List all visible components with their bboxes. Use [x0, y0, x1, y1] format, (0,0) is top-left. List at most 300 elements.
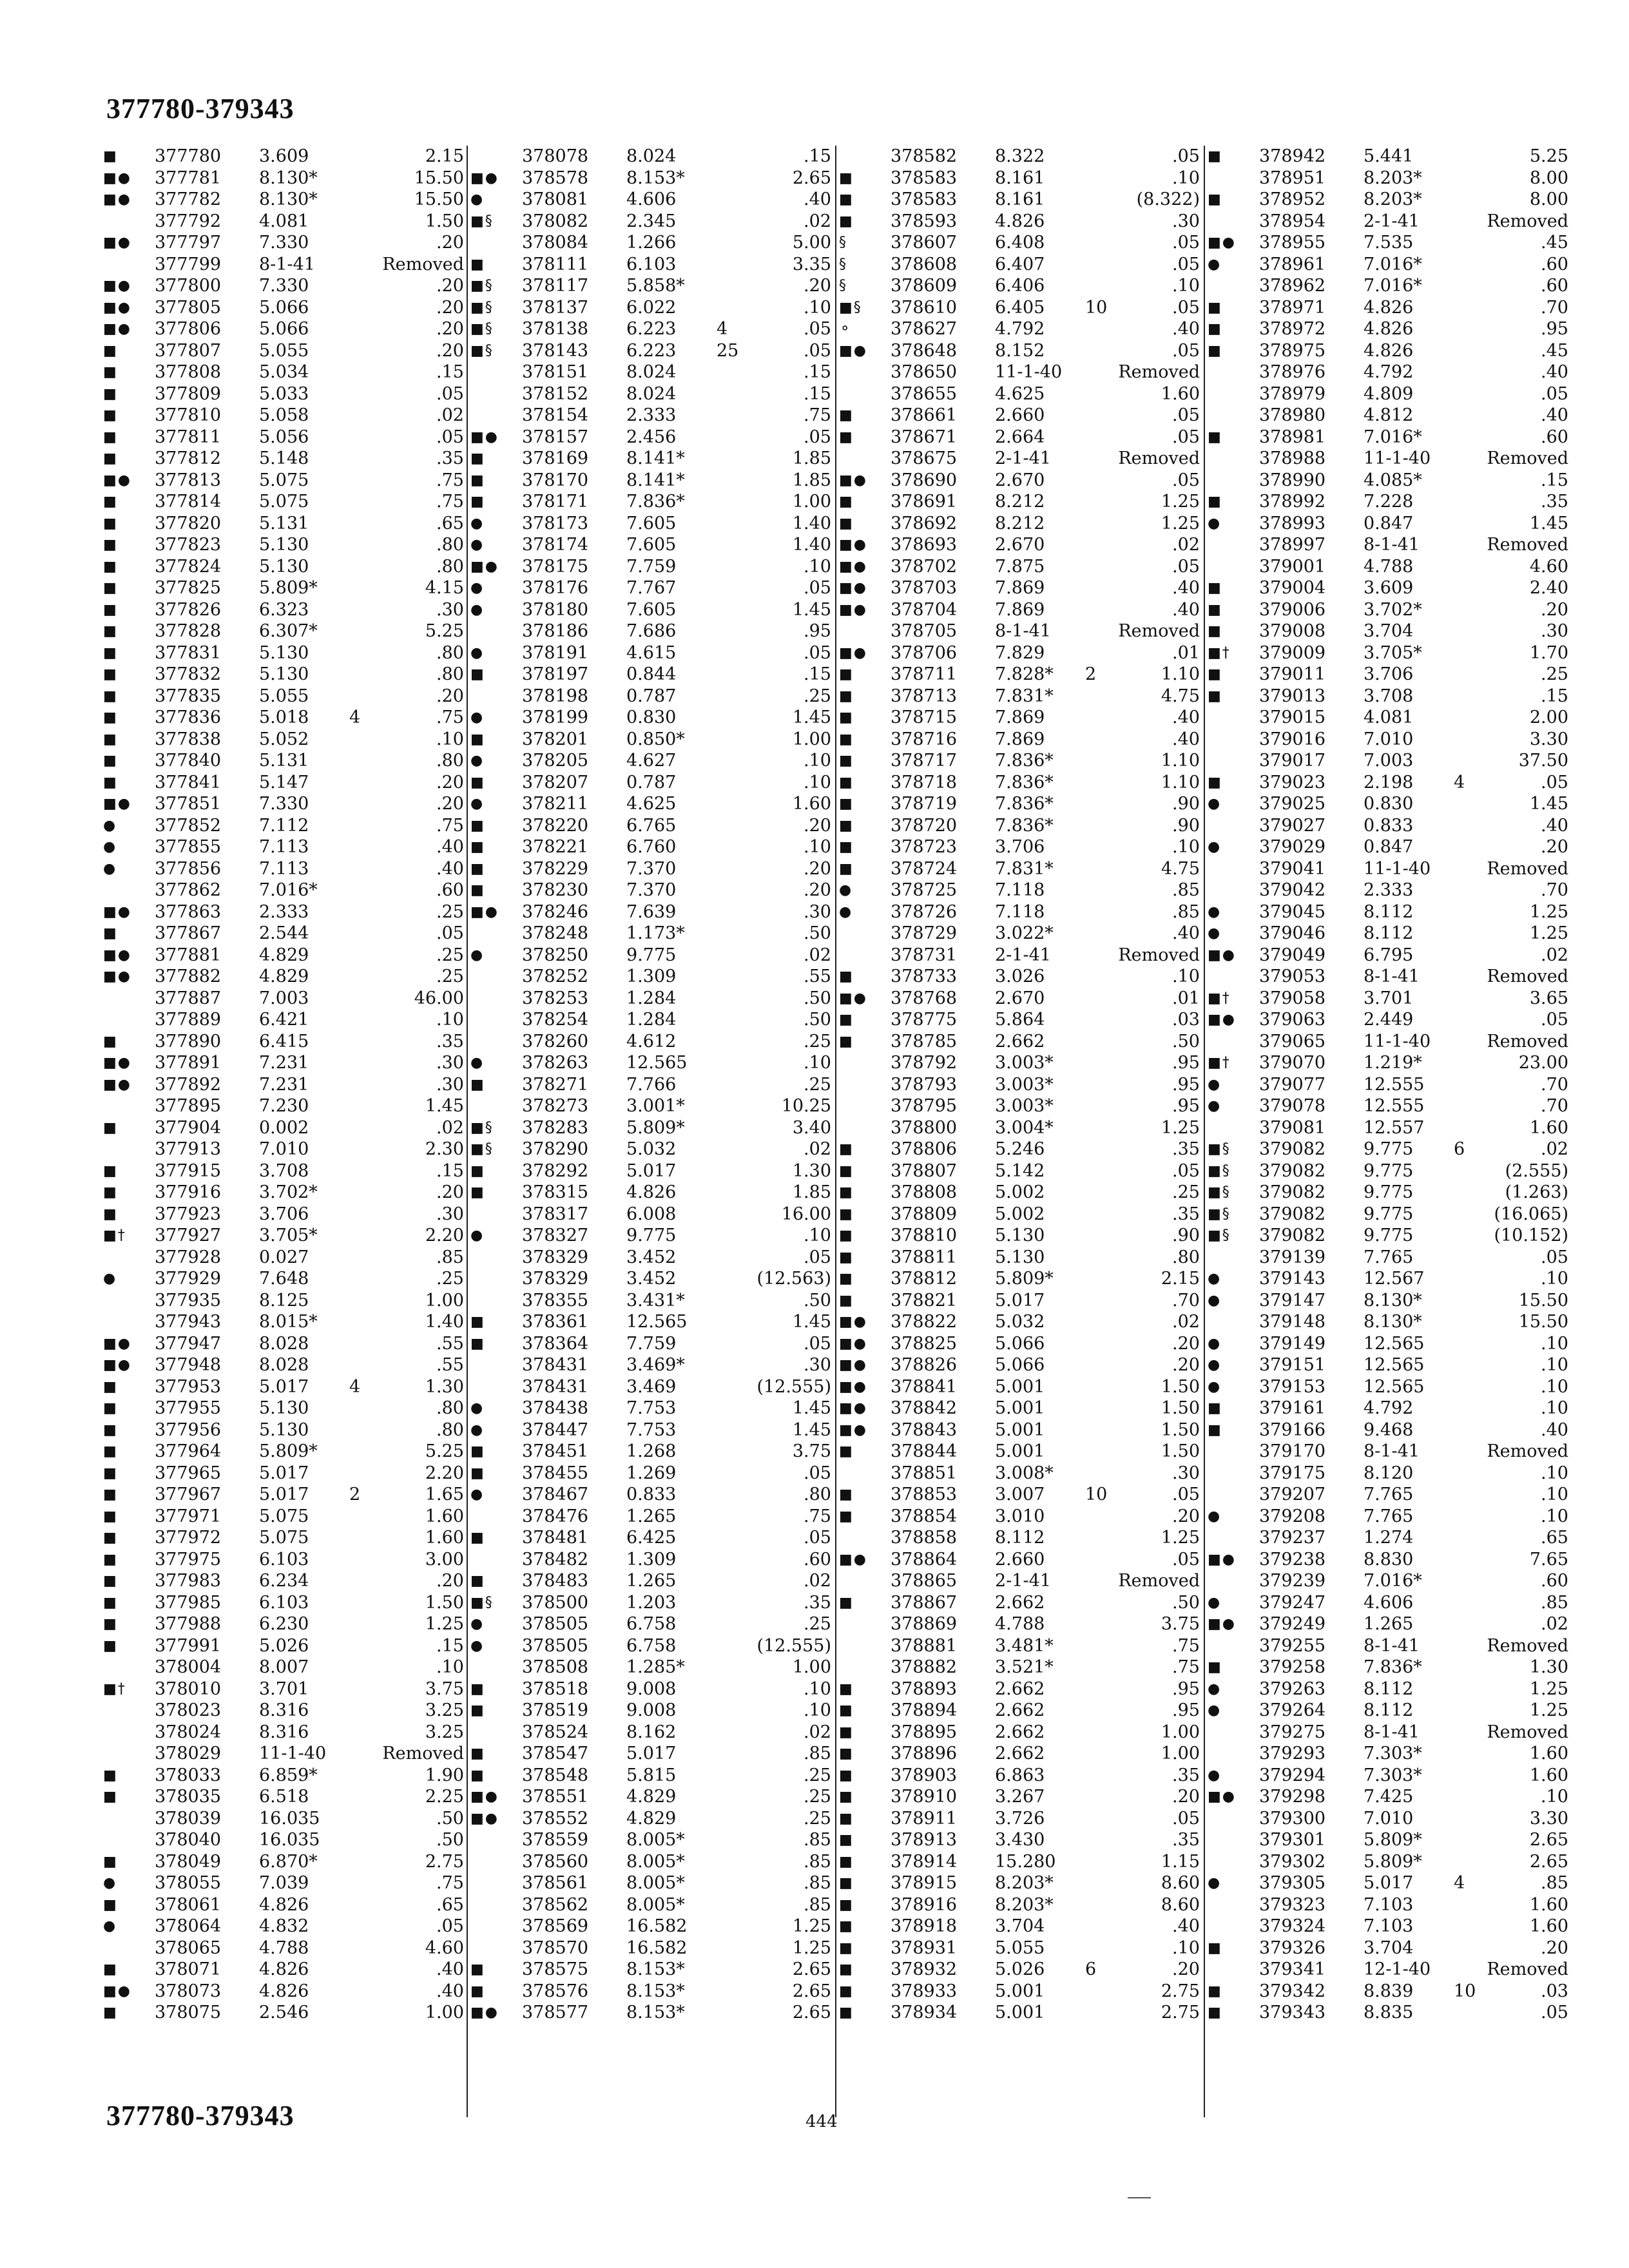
amount-value: .20 — [436, 297, 464, 318]
index-row — [103, 1916, 470, 1937]
amount-value: .50 — [436, 1830, 464, 1850]
rate-value: 7.836* — [995, 772, 1054, 793]
row-marker: ■ — [839, 213, 854, 229]
serial-number: 378711 — [891, 664, 958, 684]
row-marker: ■ — [103, 1184, 118, 1200]
amount-value: .30 — [1541, 621, 1568, 641]
amount-value: .25 — [804, 1765, 831, 1785]
row-marker: ● — [470, 580, 485, 596]
serial-number: 378170 — [522, 470, 589, 490]
index-row — [103, 729, 470, 751]
index-row — [103, 1765, 470, 1787]
index-row — [839, 1311, 1206, 1333]
index-row — [103, 1419, 470, 1441]
amount-value: .35 — [436, 448, 464, 468]
amount-value: .60 — [804, 1549, 831, 1570]
row-marker: ■ — [103, 1162, 118, 1179]
amount-value: .60 — [436, 880, 464, 900]
amount-value: 8.60 — [1161, 1894, 1200, 1915]
row-marker: ■ — [103, 1594, 118, 1611]
serial-number: 377810 — [155, 405, 222, 425]
row-marker: ■ — [470, 1443, 485, 1459]
rate-value: 5.075 — [259, 1528, 309, 1548]
rate-value: 3.452 — [626, 1269, 677, 1289]
amount-value: .02 — [1172, 1312, 1200, 1332]
rate-value: 0.830 — [626, 707, 677, 727]
index-row — [839, 1937, 1206, 1959]
amount-value: 1.00 — [792, 1657, 831, 1677]
rate-value: 2.333 — [1364, 880, 1414, 900]
serial-number: 378518 — [522, 1678, 589, 1699]
index-row — [103, 297, 470, 319]
index-row — [103, 599, 470, 621]
index-row — [1208, 1095, 1575, 1117]
serial-number: 379170 — [1259, 1441, 1326, 1461]
row-marker: ■● — [470, 1810, 499, 1827]
amount-value: .40 — [436, 1981, 464, 2001]
serial-number: 379049 — [1259, 945, 1326, 965]
rate-value: 7.767 — [626, 578, 677, 598]
serial-number: 377825 — [155, 578, 222, 598]
index-column-2 — [470, 146, 838, 2024]
rate-value: 3.706 — [259, 1204, 309, 1224]
rate-value: 2.670 — [995, 470, 1045, 490]
rate-value: 7.836* — [1364, 1657, 1422, 1677]
amount-value: 1.45 — [792, 707, 831, 727]
amount-value: .10 — [804, 297, 831, 318]
index-row — [103, 750, 470, 772]
index-row — [1208, 340, 1575, 362]
serial-number: 377836 — [155, 707, 222, 727]
serial-number: 378252 — [522, 966, 589, 986]
amount-value: 16.00 — [781, 1204, 831, 1224]
index-row — [103, 815, 470, 837]
amount-value: .10 — [1172, 1937, 1200, 1958]
amount-value: 5.25 — [425, 621, 464, 641]
serial-number: 377889 — [155, 1010, 222, 1030]
index-row — [103, 1354, 470, 1376]
index-row — [470, 1959, 838, 1981]
row-marker: ■● — [1208, 1551, 1236, 1568]
row-marker: ■● — [470, 2004, 499, 2021]
index-column-1 — [103, 146, 470, 2024]
rate-value: 8.130* — [1364, 1290, 1422, 1311]
amount-value: .40 — [1172, 1916, 1200, 1936]
index-row — [1208, 1981, 1575, 2003]
index-row — [839, 1354, 1206, 1376]
rate-value: 16.582 — [626, 1916, 688, 1936]
index-row — [470, 1981, 838, 2003]
serial-number: 379082 — [1259, 1160, 1326, 1181]
serial-number: 378505 — [522, 1635, 589, 1656]
amount-value: .15 — [804, 383, 831, 404]
serial-number: 379013 — [1259, 686, 1326, 706]
rate-value: 7.605 — [626, 599, 677, 620]
rate-value: 11-1-40 — [259, 1744, 327, 1763]
row-marker: ■● — [470, 1789, 499, 1805]
index-row — [103, 1872, 470, 1894]
rate-value: 6.223 — [626, 319, 677, 339]
serial-number: 377824 — [155, 556, 222, 577]
rate-value: 5.032 — [626, 1139, 677, 1159]
index-row — [470, 1463, 838, 1485]
row-marker: ■§ — [470, 321, 494, 337]
row-marker: ● — [470, 644, 485, 661]
row-marker: ■● — [839, 1421, 867, 1438]
serial-number: 377971 — [155, 1506, 222, 1526]
amount-value: 1.25 — [792, 1916, 831, 1936]
page-number: 444 — [805, 2112, 838, 2131]
row-marker: ● — [1208, 1508, 1222, 1524]
index-row — [470, 1743, 838, 1765]
serial-number: 378173 — [522, 513, 589, 533]
amount-value: 1.45 — [792, 1312, 831, 1332]
index-row — [103, 1009, 470, 1031]
row-marker: ■ — [839, 1680, 854, 1697]
serial-number: 378205 — [522, 751, 589, 771]
rate-value: 3.704 — [1364, 1937, 1414, 1958]
index-row — [470, 664, 838, 686]
index-row — [839, 1700, 1206, 1722]
row-marker: ■ — [103, 428, 118, 445]
row-marker: ■ — [1208, 321, 1222, 337]
index-row — [470, 923, 838, 945]
serial-number: 378283 — [522, 1117, 589, 1138]
index-row — [839, 254, 1206, 276]
index-row — [470, 988, 838, 1010]
serial-number: 378078 — [522, 146, 589, 166]
row-marker: ■ — [839, 1033, 854, 1050]
serial-number: 378175 — [522, 556, 589, 577]
rate-value: 7.103 — [1364, 1894, 1414, 1915]
index-row — [470, 1052, 838, 1074]
serial-number: 378716 — [891, 729, 958, 749]
rate-value: 6.870* — [259, 1851, 318, 1872]
serial-number: 378910 — [891, 1787, 958, 1807]
serial-number: 378151 — [522, 362, 589, 382]
index-row — [470, 1635, 838, 1657]
amount-value: .05 — [1172, 254, 1200, 274]
rate-value: 11-1-40 — [1364, 858, 1431, 879]
amount-value: .40 — [1172, 729, 1200, 749]
index-row — [839, 1031, 1206, 1053]
amount-value: 23.00 — [1518, 1053, 1568, 1073]
rate-value: 3.004* — [995, 1117, 1054, 1138]
index-row — [1208, 2002, 1575, 2024]
row-marker: ■● — [839, 1357, 867, 1373]
row-marker: ■ — [1208, 601, 1222, 618]
amount-value: .25 — [436, 966, 464, 986]
row-marker: ■§ — [470, 1594, 494, 1611]
row-marker: ■ — [103, 450, 118, 466]
serial-number: 379247 — [1259, 1592, 1326, 1613]
serial-number: 377826 — [155, 599, 222, 620]
amount-value: 2.65 — [792, 1981, 831, 2001]
row-marker: ● — [103, 1918, 117, 1934]
serial-number: 377820 — [155, 513, 222, 533]
serial-number: 378792 — [891, 1053, 958, 1073]
rate-value: 4.085* — [1364, 470, 1422, 490]
row-marker: ■ — [103, 925, 118, 941]
rate-value: 1.265 — [626, 1571, 677, 1591]
index-row — [470, 470, 838, 492]
rate-value: 5.001 — [995, 1441, 1045, 1461]
index-row — [103, 923, 470, 945]
rate-value: 4.809 — [1364, 383, 1414, 404]
serial-number: 379255 — [1259, 1635, 1326, 1656]
serial-number: 378869 — [891, 1614, 958, 1634]
serial-number: 379027 — [1259, 815, 1326, 836]
rate-value: 7.686 — [626, 621, 677, 641]
amount-value: .05 — [804, 340, 831, 361]
index-row — [839, 707, 1206, 729]
amount-value: .35 — [436, 1031, 464, 1052]
index-row — [1208, 1182, 1575, 1204]
serial-number: 378524 — [522, 1722, 589, 1742]
index-row — [1208, 1031, 1575, 1053]
amount-value: .10 — [1172, 168, 1200, 188]
rate-value: 0.833 — [1364, 815, 1414, 836]
rate-value: 1.265 — [1364, 1614, 1414, 1634]
rate-value: 15.280 — [995, 1851, 1056, 1872]
amount-value: Removed — [382, 1744, 464, 1763]
rate-value: 6.407 — [995, 254, 1045, 274]
amount-value: 3.75 — [1161, 1614, 1200, 1634]
serial-number: 377929 — [155, 1269, 222, 1289]
serial-number: 378576 — [522, 1981, 589, 2001]
index-row — [1208, 1117, 1575, 1139]
serial-number: 378811 — [891, 1247, 958, 1267]
amount-value: .03 — [1541, 1981, 1568, 2001]
index-row — [839, 1398, 1206, 1419]
row-marker: ■ — [839, 1184, 854, 1200]
row-marker: ■● — [470, 903, 499, 920]
rate-value: 9.775 — [1364, 1139, 1414, 1159]
index-row — [839, 1722, 1206, 1744]
amount-value: 1.00 — [1161, 1744, 1200, 1763]
index-row — [1208, 1074, 1575, 1096]
amount-value: .25 — [804, 1787, 831, 1807]
serial-number: 378705 — [891, 621, 958, 641]
rate-value: 7.016* — [1364, 254, 1422, 274]
index-row — [1208, 427, 1575, 448]
index-row — [103, 1635, 470, 1657]
rate-value: 8.024 — [626, 146, 677, 166]
serial-number: 378111 — [522, 254, 589, 274]
serial-number: 378961 — [1259, 254, 1326, 274]
index-row — [103, 534, 470, 556]
amount-value: (12.555) — [757, 1376, 831, 1397]
index-row — [103, 1829, 470, 1851]
index-row — [470, 966, 838, 988]
amount-value: .05 — [804, 1247, 831, 1267]
serial-number: 378915 — [891, 1873, 958, 1893]
index-row — [470, 1009, 838, 1031]
serial-number: 377955 — [155, 1398, 222, 1418]
rate-value: 5.075 — [259, 492, 309, 512]
rate-value: 4.792 — [1364, 1398, 1414, 1418]
rate-value: 7.103 — [1364, 1916, 1414, 1936]
serial-number: 378650 — [891, 362, 958, 382]
amount-value: .25 — [804, 1808, 831, 1829]
amount-value: 4.75 — [1161, 858, 1200, 879]
index-row — [103, 686, 470, 707]
row-marker: ● — [1208, 839, 1222, 855]
row-marker: ■ — [839, 1810, 854, 1827]
rate-value: 4.826 — [1364, 340, 1414, 361]
serial-number: 379082 — [1259, 1204, 1326, 1224]
rate-value: 3.469* — [626, 1355, 685, 1375]
rate-value: 5.809* — [1364, 1830, 1422, 1850]
index-row — [470, 1808, 838, 1830]
index-row — [1208, 513, 1575, 535]
rate-value: 2.662 — [995, 1592, 1045, 1613]
index-row — [839, 275, 1206, 297]
rate-value: 2.449 — [1364, 1010, 1414, 1030]
row-marker: ■ — [839, 1227, 854, 1244]
index-row — [470, 1592, 838, 1614]
row-marker: ● — [1208, 925, 1222, 941]
index-row — [103, 1333, 470, 1355]
serial-number: 378575 — [522, 1959, 589, 1979]
serial-number: 377792 — [155, 211, 222, 231]
row-marker: ■ — [1208, 1939, 1222, 1956]
amount-value: 1.30 — [792, 1160, 831, 1181]
index-row — [103, 1722, 470, 1744]
rate-value: 7.836* — [626, 492, 685, 512]
row-marker: ● — [1208, 1767, 1222, 1783]
row-marker: ■ — [103, 148, 118, 164]
rate-value: 7.869 — [995, 707, 1045, 727]
amount-value: .40 — [1172, 599, 1200, 620]
rate-value: 7.016* — [1364, 276, 1422, 296]
amount-value: .10 — [804, 751, 831, 771]
index-row — [839, 1916, 1206, 1937]
serial-number: 378137 — [522, 297, 589, 318]
rate-value: 7.003 — [1364, 751, 1414, 771]
index-row — [470, 1204, 838, 1225]
amount-value: 15.50 — [414, 189, 464, 209]
row-marker: ■● — [470, 558, 499, 575]
index-row — [470, 1247, 838, 1269]
index-row — [1208, 1484, 1575, 1506]
amount-value: .80 — [436, 535, 464, 555]
serial-number: 378942 — [1259, 146, 1326, 166]
index-row — [1208, 1527, 1575, 1549]
index-row — [103, 1959, 470, 1981]
serial-number: 378024 — [155, 1722, 222, 1742]
amount-value: .35 — [1172, 1204, 1200, 1224]
rate-value: 5.052 — [259, 729, 309, 749]
rate-value: 8.015* — [259, 1312, 318, 1332]
rate-value: 11-1-40 — [1364, 448, 1431, 468]
index-row — [1208, 470, 1575, 492]
rate-value: 7.003 — [259, 988, 309, 1008]
rate-value: 5.441 — [1364, 146, 1414, 166]
index-row — [470, 1398, 838, 1419]
amount-value: .45 — [1541, 233, 1568, 253]
amount-value: .20 — [1172, 1333, 1200, 1354]
amount-value: 2.20 — [425, 1225, 464, 1245]
serial-number: 378719 — [891, 794, 958, 814]
amount-value: .02 — [436, 1117, 464, 1138]
index-row — [1208, 1916, 1575, 1937]
row-marker: ⚬ — [839, 321, 853, 337]
amount-value: .40 — [1541, 815, 1568, 836]
amount-value: .02 — [436, 405, 464, 425]
serial-number: 378725 — [891, 880, 958, 900]
row-marker: ● — [103, 1271, 117, 1287]
amount-value: .05 — [1541, 383, 1568, 404]
amount-value: .40 — [1172, 707, 1200, 727]
rate-value: 5.809* — [1364, 1851, 1422, 1872]
rate-value: 3.702* — [1364, 599, 1422, 620]
rate-value: 7.303* — [1364, 1744, 1422, 1763]
serial-number: 378154 — [522, 405, 589, 425]
row-marker: ■ — [103, 1637, 118, 1654]
index-row — [470, 1182, 838, 1204]
rate-value: 3.708 — [259, 1160, 309, 1181]
serial-number: 378671 — [891, 427, 958, 447]
rate-value: 5.033 — [259, 383, 309, 404]
rate-value: 8.112 — [995, 1528, 1045, 1548]
row-marker: ● — [1208, 796, 1222, 812]
rate-value: 8.005* — [626, 1851, 685, 1872]
amount-value: .50 — [1172, 1031, 1200, 1052]
amount-value: .05 — [1172, 470, 1200, 490]
row-marker: ■● — [103, 278, 131, 294]
row-marker: ■ — [839, 1594, 854, 1611]
amount-value: .40 — [1172, 578, 1200, 598]
rate-value: 7.831* — [995, 686, 1054, 706]
serial-number: 377799 — [155, 254, 222, 274]
index-row — [470, 1549, 838, 1571]
rate-value: 8.830 — [1364, 1549, 1414, 1570]
rate-value: 3.022* — [995, 923, 1054, 943]
row-marker: ● — [470, 1227, 485, 1244]
amount-value: .10 — [804, 1700, 831, 1720]
serial-number: 377895 — [155, 1096, 222, 1116]
index-row — [103, 772, 470, 794]
serial-number: 378980 — [1259, 405, 1326, 425]
serial-number: 379081 — [1259, 1117, 1326, 1138]
rate-value: 8.153* — [626, 2003, 685, 2023]
serial-number: 378853 — [891, 1485, 958, 1504]
amount-value: 3.40 — [792, 1117, 831, 1138]
index-row — [103, 1095, 470, 1117]
index-row — [1208, 686, 1575, 707]
rate-value: 12-1-40 — [1364, 1959, 1431, 1979]
amount-value: .85 — [1541, 1873, 1568, 1893]
rate-value: 5.002 — [995, 1204, 1045, 1224]
row-marker: ■§ — [470, 213, 494, 229]
amount-value: .65 — [1541, 1528, 1568, 1548]
amount-value: .75 — [804, 405, 831, 425]
index-row — [839, 211, 1206, 233]
serial-number: 378972 — [1259, 319, 1326, 339]
amount-value: .25 — [436, 901, 464, 922]
serial-number: 378812 — [891, 1269, 958, 1289]
index-row — [1208, 1225, 1575, 1247]
index-row — [839, 383, 1206, 405]
index-row — [103, 1527, 470, 1549]
note-number: 4 — [717, 319, 728, 339]
rate-value: 4.826 — [995, 211, 1045, 231]
rate-value: 5.130 — [259, 556, 309, 577]
row-marker: ● — [1208, 1875, 1222, 1891]
row-marker: ■● — [839, 580, 867, 596]
amount-value: .70 — [1172, 1290, 1200, 1311]
